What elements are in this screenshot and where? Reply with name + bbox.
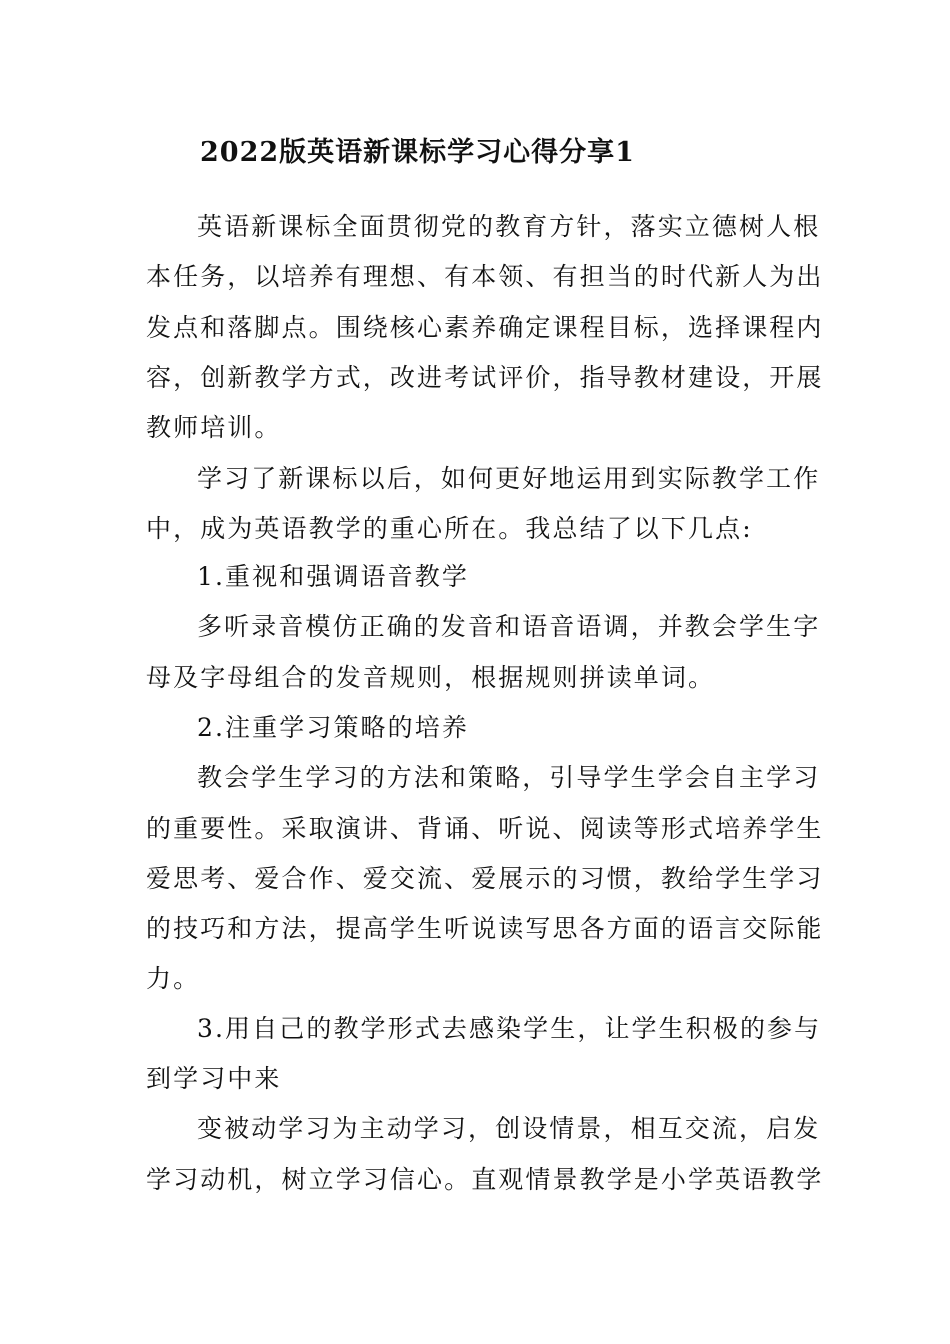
- heading-3-line-1: 3.用自己的教学形式去感染学生，让学生积极的参与: [197, 1014, 822, 1043]
- paragraph-4-line-4: 的技巧和方法，提高学生听说读写思各方面的语言交际能: [146, 914, 824, 943]
- paragraph-2-line-1: 学习了新课标以后，如何更好地运用到实际教学工作: [197, 464, 821, 493]
- paragraph-1-line-3: 发点和落脚点。围绕核心素养确定课程目标，选择课程内: [146, 313, 824, 342]
- paragraph-2-line-2: 中，成为英语教学的重心所在。我总结了以下几点:: [146, 514, 753, 543]
- paragraph-3-line-1: 多听录音模仿正确的发音和语音语调，并教会学生字: [197, 612, 821, 641]
- paragraph-1-line-4: 容，创新教学方式，改进考试评价，指导教材建设，开展: [146, 363, 824, 392]
- paragraph-1-line-2: 本任务，以培养有理想、有本领、有担当的时代新人为出: [146, 262, 824, 291]
- heading-1: 1.重视和强调语音教学: [197, 562, 469, 591]
- paragraph-5-line-1: 变被动学习为主动学习，创设情景，相互交流，启发: [197, 1114, 821, 1143]
- paragraph-5-line-2: 学习动机，树立学习信心。直观情景教学是小学英语教学: [146, 1165, 824, 1194]
- paragraph-4-line-5: 力。: [146, 964, 201, 993]
- paragraph-1-line-1: 英语新课标全面贯彻党的教育方针，落实立德树人根: [197, 212, 821, 241]
- paragraph-4-line-3: 爱思考、爱合作、爱交流、爱展示的习惯，教给学生学习: [146, 864, 824, 893]
- heading-2: 2.注重学习策略的培养: [197, 713, 469, 742]
- paragraph-1-line-5: 教师培训。: [146, 413, 282, 442]
- paragraph-3-line-2: 母及字母组合的发音规则，根据规则拼读单词。: [146, 663, 716, 692]
- paragraph-4-line-1: 教会学生学习的方法和策略，引导学生学会自主学习: [197, 763, 821, 792]
- heading-3-line-2: 到学习中来: [146, 1064, 282, 1093]
- paragraph-4-line-2: 的重要性。采取演讲、背诵、听说、阅读等形式培养学生: [146, 814, 824, 843]
- document-title: 2022版英语新课标学习心得分享1: [200, 137, 635, 168]
